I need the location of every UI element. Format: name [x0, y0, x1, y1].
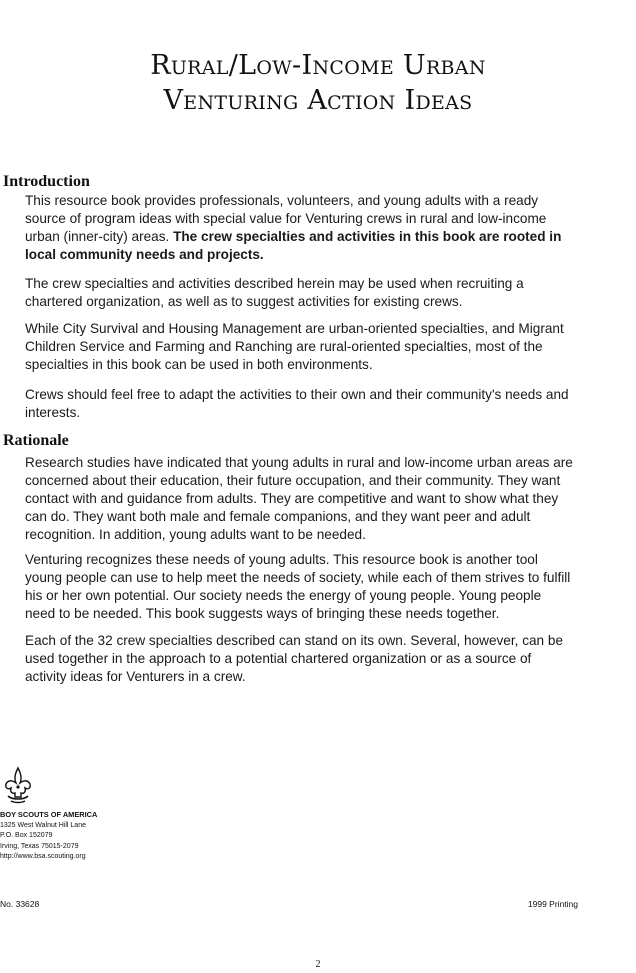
rationale-paragraph-3: Each of the 32 crew specialties described can stand on its own. Several, however, can be used together in the approach to a potential chartered organization or as a source of activity ideas for Venturers in a crew.	[25, 633, 564, 684]
page-number: 2	[315, 959, 321, 970]
rationale-paragraph-2: Venturing recognizes these needs of young adults. This resource book is another tool young people can use to help meet the needs of society, while each of them strives to fulfill his or her own potential. Our society needs the energy of young people. Young people need to be needed. This book suggests ways of bringing these needs together.	[25, 552, 571, 621]
catalog-number: No. 33628	[0, 899, 40, 909]
page-title	[0, 48, 636, 118]
organization-block	[0, 810, 97, 863]
organization-address-2: P.O. Box 152079	[0, 832, 53, 840]
page-title-line-1: Rural/Low-Income Urban	[150, 50, 486, 81]
organization-address-1: 1325 West Walnut Hill Lane	[0, 821, 86, 829]
introduction-paragraph-1-text: This resource book provides professionals, volunteers, and young adults with a ready source of program ideas with special value for Venturing crews in rural and low-income urban (inner-city) areas.	[25, 193, 547, 244]
bsa-fleur-de-lis-icon	[2, 766, 34, 806]
introduction-paragraph-1	[25, 192, 573, 264]
organization-website[interactable]: http://www.bsa.scouting.org	[0, 853, 86, 861]
rationale-paragraph-1: Research studies have indicated that young adults in rural and low-income urban areas are concerned about their education, their future occupation, and their community. They want contact with and guidance from adults. They are competitive and want to show what they can do. They want both male and female companions, and they want peer and adult recognition. In addition, young adults want to be needed.	[25, 455, 573, 542]
introduction-paragraph-2: The crew specialties and activities described herein may be used when recruiting a chartered organization, as well as to suggest activities for existing crews.	[25, 276, 524, 309]
printing-year: 1999 Printing	[527, 899, 578, 909]
rationale-heading: Rationale	[3, 432, 69, 449]
organization-name: BOY SCOUTS OF AMERICA	[0, 810, 98, 819]
introduction-paragraph-3: While City Survival and Housing Management are urban-oriented specialties, and Migrant Children Service and Farming and Ranching are rural-oriented specialties, most of the specialties in this book can be used in both environments.	[25, 321, 564, 372]
introduction-paragraph-1-bold: The crew specialties and activities in this book are rooted in local community needs and projects.	[25, 229, 562, 262]
page-title-line-2: Venturing Action Ideas	[163, 85, 473, 116]
introduction-heading: Introduction	[3, 173, 90, 190]
organization-address-3: Irving, Texas 75015-2079	[0, 842, 79, 850]
introduction-paragraph-4: Crews should feel free to adapt the activities to their own and their community's needs and interests.	[25, 387, 569, 420]
